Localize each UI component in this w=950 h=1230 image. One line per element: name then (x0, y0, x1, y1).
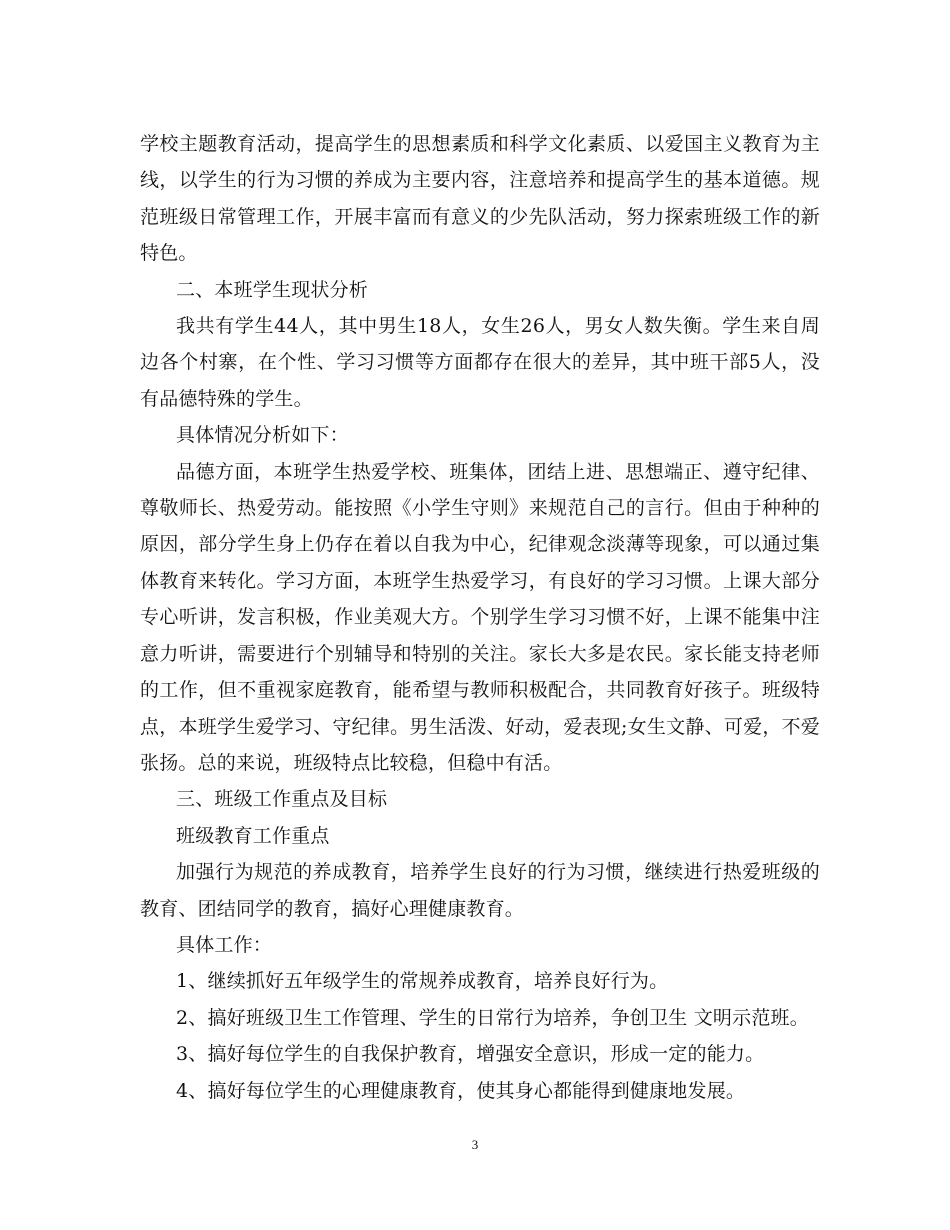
document-body (140, 126, 820, 1109)
list-item-1: 1、继续抓好五年级学生的常规养成教育，培养良好行为。 (176, 970, 669, 993)
list-item-2: 2、搞好班级卫生工作管理、学生的日常行为培养，争创卫生 文明示范班。 (176, 1006, 809, 1029)
paragraph-analysis-intro: 具体情况分析如下： (176, 424, 349, 447)
section-heading-focus-goals: 三、班级工作重点及目标 (176, 788, 388, 811)
subheading-specific-work: 具体工作： (176, 933, 273, 956)
page-number: 3 (471, 1137, 479, 1152)
paragraph-detailed-analysis: 品德方面，本班学生热爱学校、班集体，团结上进、思想端正、遵守纪律、尊敬师长、热爱劳动。能按照《小学生守则》来规范自己的言行。但由于种种的原因，部分学生身上仍存在着以自我为中心，纪律观念淡薄等现象，可以通过集体教育来转化。学习方面，本班学生热爱学习，有良好的学习习惯。上课大部分专心听讲，发言积极，作业美观大方。个别学生学习习惯不好，上课不能集中注意力听讲，需要进行个别辅导和特别的关注。家长大多是农民。家长能支持老师的工作，但不重视家庭教育，能希望与教师积极配合，共同教育好孩子。班级特点，本班学生爱学习、守纪律。男生活泼、好动，爱表现;女生文静、可爱，不爱张扬。总的来说，班级特点比较稳，但稳中有活。 (140, 460, 820, 774)
paragraph-student-count: 我共有学生44人，其中男生18人，女生26人，男女人数失衡。学生来自周边各个村寨，在个性、学习习惯等方面都存在很大的差异，其中班干部5人，没有品德特殊的学生。 (140, 315, 820, 410)
subheading-education-focus: 班级教育工作重点 (176, 824, 330, 847)
section-heading-class-analysis: 二、本班学生现状分析 (176, 278, 369, 301)
list-item-4: 4、搞好每位学生的心理健康教育，使其身心都能得到健康地发展。 (176, 1079, 746, 1102)
list-item-3: 3、搞好每位学生的自我保护教育，增强安全意识，形成一定的能力。 (176, 1043, 765, 1066)
paragraph-intro-continued: 学校主题教育活动，提高学生的思想素质和科学文化素质、以爱国主义教育为主线，以学生的行为习惯的养成为主要内容，注意培养和提高学生的基本道德。规范班级日常管理工作，开展丰富而有意义的少先队活动，努力探索班级工作的新特色。 (140, 133, 820, 265)
paragraph-education-focus: 加强行为规范的养成教育，培养学生良好的行为习惯，继续进行热爱班级的教育、团结同学的教育，搞好心理健康教育。 (140, 861, 820, 920)
